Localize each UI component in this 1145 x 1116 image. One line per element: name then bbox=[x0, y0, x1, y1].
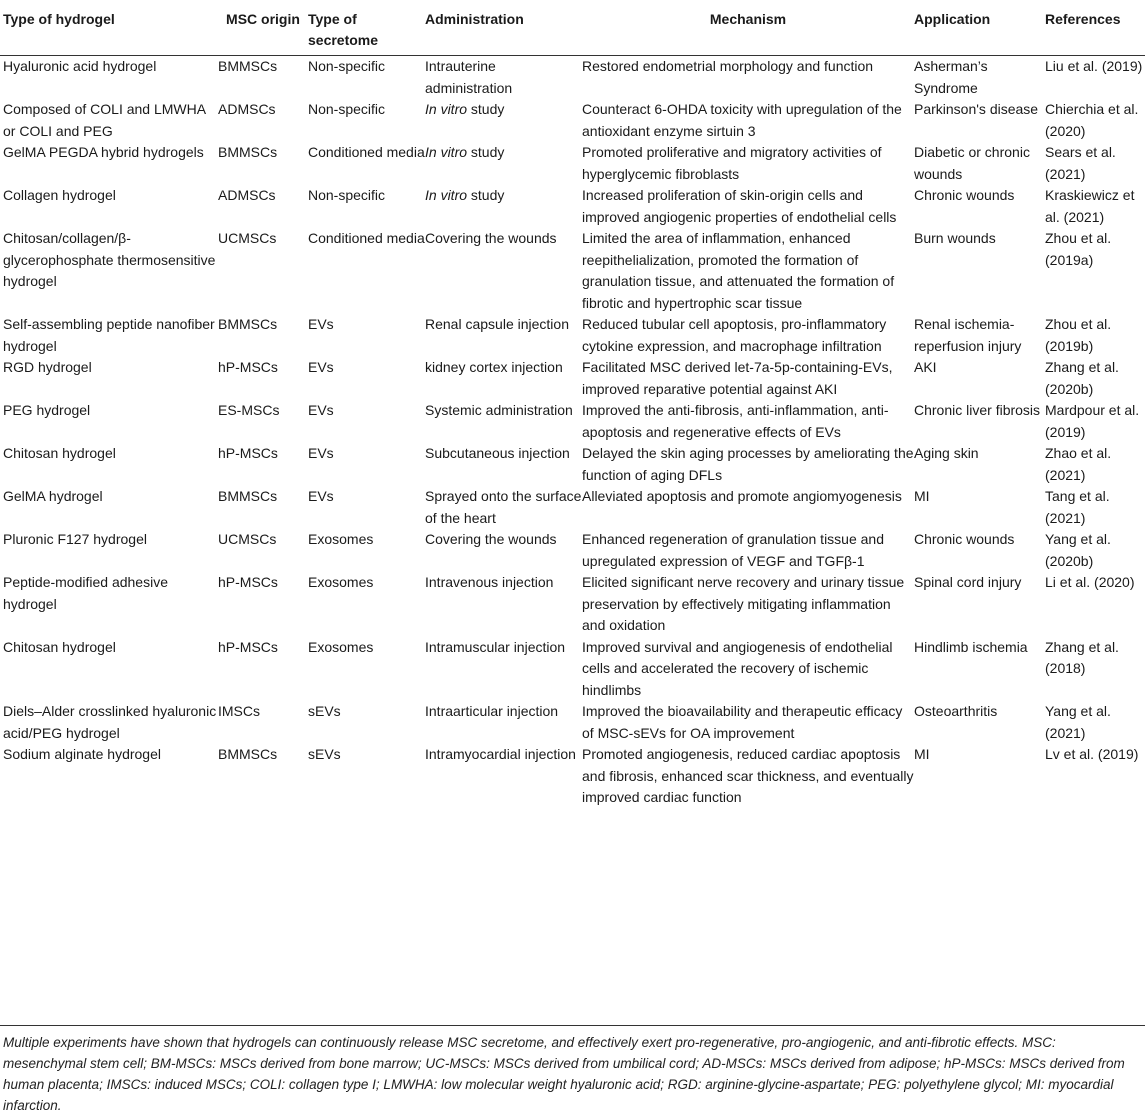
cell-hydrogel: Diels–Alder crosslinked hyaluronic acid/PEG hydrogel bbox=[3, 703, 217, 741]
cell-reference: Zhang et al. (2020b) bbox=[1045, 359, 1119, 397]
table-row bbox=[0, 99, 1145, 142]
cell-mechanism: Elicited significant nerve recovery and urinary tissue preservation by effectively mitigating inflammation and oxidation bbox=[582, 574, 905, 633]
cell-hydrogel: Peptide-modified adhesive hydrogel bbox=[3, 574, 168, 612]
cell-reference: Li et al. (2020) bbox=[1045, 574, 1135, 590]
table-row bbox=[0, 185, 1145, 228]
cell-application: MI bbox=[914, 746, 930, 762]
cell-reference: Zhao et al. (2021) bbox=[1045, 445, 1112, 483]
cell-mechanism: Facilitated MSC derived let-7a-5p-containing-EVs, improved reparative potential against AKI bbox=[582, 359, 893, 397]
cell-administration: In vitro study bbox=[425, 187, 505, 203]
cell-application: Diabetic or chronic wounds bbox=[914, 144, 1030, 182]
cell-msc-origin: hP-MSCs bbox=[218, 638, 278, 655]
cell-mechanism: Promoted proliferative and migratory activities of hyperglycemic fibroblasts bbox=[582, 144, 882, 182]
table-row bbox=[0, 443, 1145, 486]
cell-msc-origin: IMSCs bbox=[218, 703, 260, 719]
cell-secretome: Exosomes bbox=[308, 638, 374, 655]
cell-reference: Zhou et al. (2019a) bbox=[1045, 230, 1112, 268]
cell-reference: Zhou et al. (2019b) bbox=[1045, 316, 1112, 354]
header-msc-origin: MSC origin bbox=[226, 11, 300, 27]
cell-secretome: sEVs bbox=[308, 746, 341, 762]
table-row bbox=[0, 142, 1145, 185]
cell-msc-origin: UCMSCs bbox=[218, 531, 277, 547]
cell-mechanism: Restored endometrial morphology and function bbox=[582, 58, 874, 74]
cell-administration: Systemic administration bbox=[425, 402, 573, 418]
cell-hydrogel: Collagen hydrogel bbox=[3, 187, 116, 203]
header-application: Application bbox=[914, 11, 991, 27]
cell-secretome: Exosomes bbox=[308, 574, 374, 590]
header-administration: Administration bbox=[425, 11, 524, 27]
cell-msc-origin: UCMSCs bbox=[218, 230, 277, 246]
cell-application: Parkinson's disease bbox=[914, 101, 1039, 117]
cell-reference: Lv et al. (2019) bbox=[1045, 746, 1139, 762]
cell-administration: Renal capsule injection bbox=[425, 316, 569, 332]
cell-msc-origin: BMMSCs bbox=[218, 488, 278, 504]
table-row bbox=[0, 744, 1145, 809]
cell-reference: Liu et al. (2019) bbox=[1045, 58, 1143, 74]
cell-hydrogel: Pluronic F127 hydrogel bbox=[3, 531, 147, 547]
cell-hydrogel: Chitosan hydrogel bbox=[3, 445, 116, 461]
cell-application: MI bbox=[914, 488, 930, 504]
cell-administration: Covering the wounds bbox=[425, 230, 557, 246]
cell-administration: Intraarticular injection bbox=[425, 703, 559, 719]
cell-administration: Intravenous injection bbox=[425, 574, 554, 590]
cell-hydrogel: Composed of COLI and LMWHA or COLI and PEG bbox=[3, 101, 206, 139]
cell-administration: Intramyocardial injection bbox=[425, 746, 576, 762]
cell-application: AKI bbox=[914, 359, 937, 375]
cell-hydrogel: Chitosan hydrogel bbox=[3, 638, 116, 655]
cell-msc-origin: hP-MSCs bbox=[218, 574, 278, 590]
cell-application: Chronic wounds bbox=[914, 531, 1015, 547]
hydrogel-table bbox=[0, 3, 1145, 809]
cell-hydrogel: Chitosan/collagen/β-glycerophosphate thermosensitive hydrogel bbox=[3, 230, 216, 289]
cell-msc-origin: ADMSCs bbox=[218, 187, 276, 203]
cell-secretome: Exosomes bbox=[308, 531, 374, 547]
cell-msc-origin: BMMSCs bbox=[218, 316, 278, 332]
cell-mechanism: Increased proliferation of skin-origin cells and improved angiogenic properties of endothelial cells bbox=[582, 187, 897, 225]
table-row bbox=[0, 400, 1145, 443]
cell-administration: In vitro study bbox=[425, 144, 505, 160]
cell-reference: Mardpour et al. (2019) bbox=[1045, 402, 1140, 440]
cell-msc-origin: ES-MSCs bbox=[218, 402, 280, 418]
cell-hydrogel: RGD hydrogel bbox=[3, 359, 92, 375]
in-vitro-italic: In vitro bbox=[425, 187, 468, 203]
cell-reference: Tang et al. (2021) bbox=[1045, 488, 1110, 526]
cell-msc-origin: BMMSCs bbox=[218, 58, 278, 74]
cell-reference: Chierchia et al. (2020) bbox=[1045, 101, 1139, 139]
in-vitro-italic: In vitro bbox=[425, 101, 468, 117]
cell-hydrogel: Self-assembling peptide nanofiber hydrogel bbox=[3, 316, 215, 354]
cell-mechanism: Reduced tubular cell apoptosis, pro-inflammatory cytokine expression, and macrophage infiltration bbox=[582, 316, 887, 354]
cell-application: Chronic wounds bbox=[914, 187, 1015, 203]
cell-secretome: EVs bbox=[308, 359, 334, 375]
cell-application: Hindlimb ischemia bbox=[914, 638, 1028, 655]
table-footnote: Multiple experiments have shown that hydrogels can continuously release MSC secretome, and effectively exert pro-regenerative, pro-angiogenic, and anti-fibrotic effects. MSC: mesenchymal stem cell; BM-MSCs: MSCs derived from bone marrow; UC-MSCs: MSCs derived from umbilical cord; AD-MSCs: MSCs derived from adipose; hP-MSCs: MSCs derived from human placenta; IMSCs: induced MSCs; COLI: collagen type I; LMWHA: low molecular weight hyaluronic acid; RGD: arginine-glycine-aspartate; PEG: polyethylene glycol; MI: myocardial infarction. bbox=[3, 1035, 1125, 1113]
header-row bbox=[0, 3, 1145, 56]
cell-administration: Covering the wounds bbox=[425, 531, 557, 547]
cell-application: Spinal cord injury bbox=[914, 574, 1022, 590]
cell-msc-origin: hP-MSCs bbox=[218, 445, 278, 461]
bottom-rule bbox=[0, 1025, 1145, 1026]
cell-mechanism: Improved the bioavailability and therapeutic efficacy of MSC-sEVs for OA improvement bbox=[582, 703, 903, 741]
cell-application: Osteoarthritis bbox=[914, 703, 998, 719]
header-type-of-secretome: Type of secretome bbox=[308, 11, 379, 48]
cell-secretome: EVs bbox=[308, 316, 334, 332]
cell-secretome: Conditioned media bbox=[308, 144, 425, 160]
cell-mechanism: Improved the anti-fibrosis, anti-inflammation, anti-apoptosis and regenerative effects of EVs bbox=[582, 402, 889, 440]
cell-hydrogel: Sodium alginate hydrogel bbox=[3, 746, 161, 762]
table-row bbox=[0, 701, 1145, 744]
header-type-of-hydrogel: Type of hydrogel bbox=[3, 11, 115, 27]
table-row bbox=[0, 572, 1145, 637]
cell-msc-origin: BMMSCs bbox=[218, 746, 278, 762]
cell-mechanism: Improved survival and angiogenesis of endothelial cells and accelerated the recovery of ischemic hindlimbs bbox=[582, 638, 893, 698]
cell-mechanism: Enhanced regeneration of granulation tissue and upregulated expression of VEGF and TGFβ-1 bbox=[582, 531, 884, 569]
cell-administration: kidney cortex injection bbox=[425, 359, 563, 375]
cell-reference: Yang et al. (2020b) bbox=[1045, 531, 1111, 569]
cell-mechanism: Delayed the skin aging processes by ameliorating the function of aging DFLs bbox=[582, 445, 914, 483]
table-row bbox=[0, 357, 1145, 400]
cell-mechanism: Promoted angiogenesis, reduced cardiac apoptosis and fibrosis, enhanced scar thickness, and eventually improved cardiac function bbox=[582, 746, 914, 805]
cell-msc-origin: hP-MSCs bbox=[218, 359, 278, 375]
in-vitro-italic: In vitro bbox=[425, 144, 468, 160]
cell-reference: Sears et al. (2021) bbox=[1045, 144, 1116, 182]
header-mechanism: Mechanism bbox=[709, 11, 787, 27]
cell-administration: Sprayed onto the surface of the heart bbox=[425, 488, 582, 526]
cell-application: Chronic liver fibrosis bbox=[914, 402, 1041, 418]
cell-administration: Intramuscular injection bbox=[425, 638, 566, 655]
cell-hydrogel: Hyaluronic acid hydrogel bbox=[3, 58, 157, 74]
cell-msc-origin: BMMSCs bbox=[218, 144, 278, 160]
cell-mechanism: Counteract 6-OHDA toxicity with upregulation of the antioxidant enzyme sirtuin 3 bbox=[582, 101, 902, 139]
cell-application: Burn wounds bbox=[914, 230, 996, 246]
cell-reference: Zhang et al. (2018) bbox=[1045, 638, 1119, 676]
cell-secretome: Non-specific bbox=[308, 101, 386, 117]
cell-administration: Subcutaneous injection bbox=[425, 445, 570, 461]
cell-secretome: EVs bbox=[308, 488, 334, 504]
cell-msc-origin: ADMSCs bbox=[218, 101, 276, 117]
table-row bbox=[0, 529, 1145, 572]
cell-reference: Kraskiewicz et al. (2021) bbox=[1045, 187, 1135, 225]
table-body bbox=[0, 56, 1145, 809]
cell-secretome: Non-specific bbox=[308, 58, 386, 74]
cell-secretome: sEVs bbox=[308, 703, 341, 719]
cell-secretome: EVs bbox=[308, 445, 334, 461]
table-row bbox=[0, 486, 1145, 529]
cell-hydrogel: PEG hydrogel bbox=[3, 402, 91, 418]
header-references: References bbox=[1045, 11, 1121, 27]
cell-application: Asherman’s Syndrome bbox=[914, 58, 988, 96]
cell-mechanism: Limited the area of inflammation, enhanced reepithelialization, promoted the formation of granulation tissue, and attenuated the formation of fibrotic and hypertrophic scar tissue bbox=[582, 230, 895, 311]
cell-application: Renal ischemia-reperfusion injury bbox=[914, 316, 1022, 354]
cell-secretome: EVs bbox=[308, 402, 334, 418]
table-row bbox=[0, 637, 1145, 702]
cell-reference: Yang et al. (2021) bbox=[1045, 703, 1111, 741]
cell-administration: Intrauterine administration bbox=[425, 58, 513, 96]
cell-hydrogel: GelMA PEGDA hybrid hydrogels bbox=[3, 144, 204, 160]
cell-secretome: Non-specific bbox=[308, 187, 386, 203]
table-row bbox=[0, 314, 1145, 357]
table-row bbox=[0, 228, 1145, 314]
cell-administration: In vitro study bbox=[425, 101, 505, 117]
cell-secretome: Conditioned media bbox=[308, 230, 425, 246]
cell-hydrogel: GelMA hydrogel bbox=[3, 488, 103, 504]
cell-mechanism: Alleviated apoptosis and promote angiomyogenesis bbox=[582, 488, 902, 504]
table-row bbox=[0, 56, 1145, 100]
cell-application: Aging skin bbox=[914, 445, 979, 461]
